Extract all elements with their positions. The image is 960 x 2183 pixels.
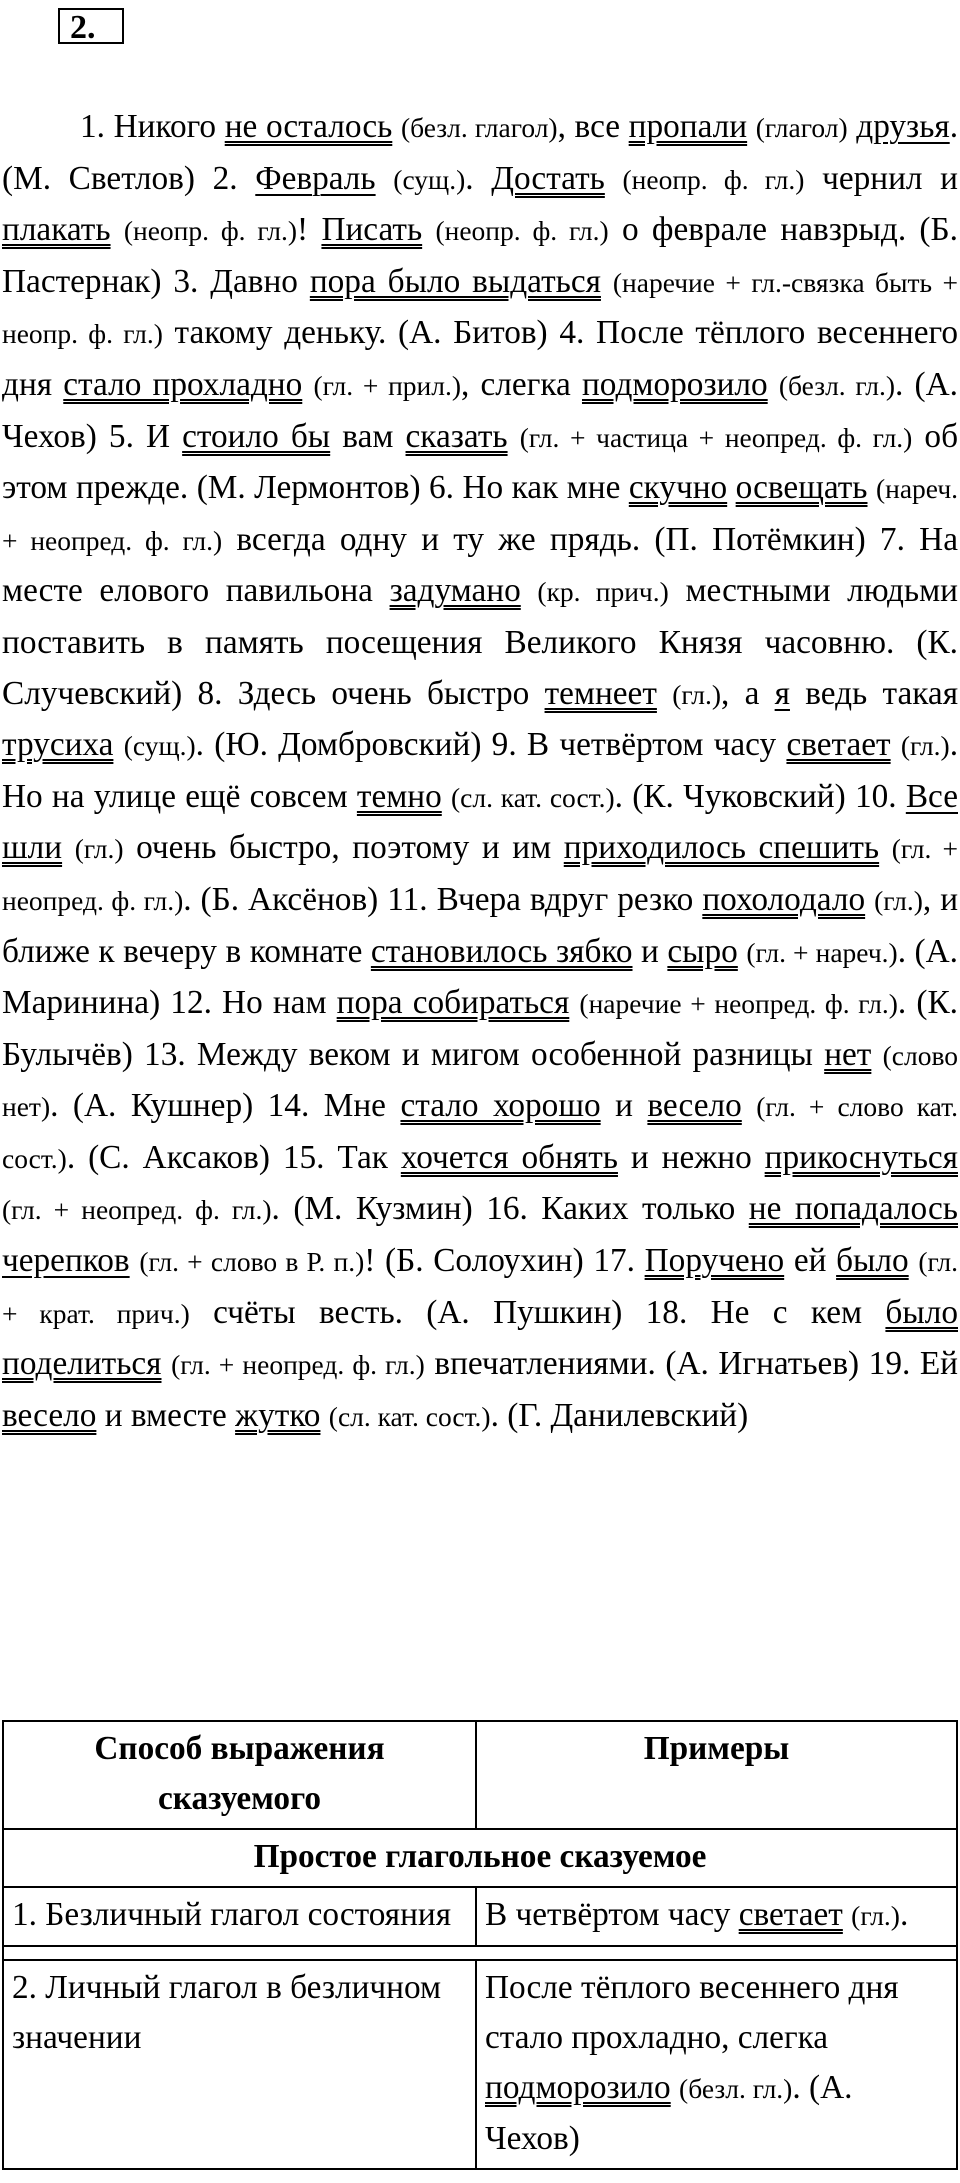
text-run: . (А. Чехов) 5. И	[2, 365, 959, 455]
predicate-word: темнеет	[544, 674, 657, 712]
text-run: . (Г. Данилевский)	[490, 1396, 749, 1434]
grammar-note: (кр. прич.)	[537, 576, 669, 608]
text-run: ведь такая	[789, 674, 959, 712]
text-run: . (Б. Аксёнов) 11. Вчера вдруг резко	[183, 880, 703, 918]
text-run: такому деньку. (А. Битов) 4. После тёплого весеннего дня	[2, 314, 958, 403]
grammar-note: (гл.)	[851, 1900, 900, 1931]
predicate-word: Достать	[491, 159, 605, 197]
text-run: об этом прежде. (М. Лермонтов) 6. Но как мне	[2, 417, 959, 507]
grammar-note: (гл. + неопред. ф. гл.)	[171, 1349, 425, 1381]
section-title: Простое глагольное сказуемое	[3, 1829, 957, 1887]
text-run	[848, 108, 857, 145]
predicate-word: плакать	[2, 211, 111, 249]
text-run: , а	[720, 674, 775, 712]
predicate-word: сказать	[405, 417, 508, 455]
text-run: чернил и	[804, 159, 959, 197]
predicate-word: черепков	[2, 1242, 130, 1280]
task-number: 2.	[70, 9, 96, 46]
text-run: о феврале навзрыд. (Б. Пастернак) 3. Давно	[2, 211, 958, 300]
text-run	[569, 984, 579, 1021]
predicate-word: Поручено	[644, 1242, 785, 1280]
predicate-word: Февраль	[255, 159, 376, 197]
grammar-note: (безл. гл.)	[778, 369, 896, 401]
text-run	[657, 675, 672, 712]
table-header-row	[3, 1721, 957, 1829]
row-example	[476, 1887, 957, 1946]
text-run: , все	[557, 108, 629, 145]
grammar-note: (наречие + гл.-связка быть + неопр. ф. гл.)	[2, 266, 959, 350]
grammar-note: (неопр. ф. гл.)	[123, 215, 298, 247]
table-gap	[3, 1946, 957, 1960]
text-run	[521, 572, 538, 609]
grammar-note: (гл.)	[74, 833, 124, 865]
grammar-note: (гл. + крат. прич.)	[2, 1246, 958, 1329]
row-type: 1. Безличный глагол состояния	[3, 1887, 476, 1946]
text-run: и	[600, 1087, 648, 1125]
table-row	[3, 1887, 957, 1946]
text-run	[742, 1087, 756, 1124]
text-run: . (С. Аксаков) 15. Так	[66, 1138, 401, 1176]
text-run	[442, 778, 451, 815]
predicate-word: я	[774, 674, 790, 712]
text-run	[891, 726, 901, 763]
text-run: . (М. Светлов) 2.	[2, 108, 959, 197]
text-run	[62, 829, 75, 866]
predicate-word: нет	[824, 1035, 872, 1073]
table-row	[3, 1960, 957, 2169]
grammar-note: (сущ.)	[393, 163, 466, 195]
row-type: 2. Личный глагол в безличном значении	[3, 1960, 476, 2169]
predicate-word: друзья	[856, 108, 950, 145]
grammar-note: (гл.)	[874, 884, 923, 916]
text-run: .	[465, 159, 492, 197]
text-run: , и ближе к вечеру в комнате	[2, 880, 959, 970]
task-number-box	[58, 8, 124, 44]
grammar-note: (гл. + неопред. ф. гл.)	[2, 1194, 272, 1226]
text-run	[868, 469, 876, 506]
table-section-row	[3, 1829, 957, 1887]
grammar-note: (гл. + слово кат. сост.)	[2, 1091, 958, 1174]
grammar-note: (нареч. + неопред. ф. гл.)	[2, 473, 959, 556]
predicate-word: приходилось спешить	[563, 829, 880, 867]
text-run	[865, 881, 874, 918]
table-gap-cell	[3, 1946, 957, 1960]
predicate-word: шли	[2, 829, 63, 867]
text-run: После тёплого весеннего дня стало прохладно, слегка	[485, 1969, 899, 2056]
header-examples: Примеры	[476, 1721, 957, 1829]
text-run: . (М. Кузмин) 16. Каких только	[271, 1190, 749, 1228]
text-run	[601, 263, 613, 300]
text-run	[671, 2069, 679, 2106]
predicate-word: подморозило	[581, 365, 768, 403]
text-run	[508, 418, 520, 455]
predicate-word: Писать	[321, 211, 423, 249]
predicate-word: стало прохладно	[63, 365, 303, 403]
text-run: и вместе	[96, 1396, 236, 1434]
text-run: ! (Б. Солоухин) 17.	[364, 1242, 645, 1280]
grammar-note: (неопр. ф. гл.)	[435, 215, 609, 247]
text-run	[909, 1242, 919, 1279]
predicate-word: стоило бы	[182, 417, 331, 455]
predicate-word: весело	[2, 1396, 97, 1434]
predicate-word: жутко	[235, 1396, 321, 1434]
text-run: . (А. Маринина) 12. Но нам	[2, 932, 958, 1022]
text-run: 1. Никого	[80, 108, 225, 145]
text-run: впечатлениями. (А. Игнатьев) 19. Ей	[424, 1345, 959, 1383]
predicate-word: пропали	[628, 108, 748, 145]
grammar-note: (гл.)	[672, 678, 721, 710]
grammar-note: (сущ.)	[123, 730, 196, 762]
header-method: Способ выражения сказуемого	[3, 1721, 476, 1829]
text-run	[162, 1345, 172, 1382]
predicate-word: становилось зябко	[370, 932, 633, 970]
text-run	[727, 469, 735, 506]
exercise-text	[2, 102, 958, 1442]
text-run	[392, 108, 401, 145]
grammar-note: (безл. гл.)	[679, 2073, 793, 2104]
predicate-word: было	[836, 1242, 909, 1280]
text-run: .	[899, 1896, 909, 1933]
text-run	[768, 366, 779, 403]
predicate-word: задумано	[389, 572, 521, 610]
predicate-word: светает	[786, 726, 891, 764]
text-run	[376, 160, 394, 197]
text-run: вам	[330, 417, 406, 455]
text-run: всегда одну и ту же прядь. (П. Потёмкин) 7. На месте елового павильона	[2, 520, 958, 610]
grammar-note: (наречие + неопред. ф. гл.)	[579, 988, 898, 1020]
text-run	[422, 211, 435, 248]
grammar-note: (слово нет)	[2, 1039, 958, 1123]
predicate-word: стало хорошо	[400, 1087, 601, 1125]
predicate-word: похолодало	[702, 880, 866, 918]
predicate-word: скучно	[628, 469, 728, 507]
text-run: очень быстро, поэтому и им	[123, 829, 564, 867]
grammar-note: (неопр. ф. гл.)	[622, 163, 805, 195]
text-run: и	[632, 932, 668, 970]
text-run: счёты весть. (А. Пушкин) 18. Не с кем	[189, 1293, 886, 1331]
text-run	[302, 366, 313, 403]
text-run: и нежно	[617, 1138, 765, 1176]
text-run: !	[297, 211, 322, 249]
predicate-word: хочется обнять	[400, 1138, 618, 1176]
text-run: В четвёртом часу	[485, 1896, 739, 1933]
text-run	[111, 211, 124, 248]
grammar-note: (сл. кат. сост.)	[328, 1400, 491, 1432]
text-run: , слегка	[461, 365, 582, 403]
text-run: ей	[784, 1242, 837, 1280]
examples-table	[2, 1720, 958, 2170]
grammar-note: (сл. кат. сост.)	[451, 781, 615, 813]
predicate-word: было поделиться	[2, 1293, 958, 1383]
grammar-note: (глагол)	[755, 112, 848, 143]
predicate-word: не попадалось	[748, 1190, 958, 1228]
predicate-word: освещать	[735, 469, 868, 507]
predicate-word: трусиха	[2, 726, 114, 764]
text-run	[871, 1036, 882, 1073]
text-run	[879, 829, 892, 866]
predicate-word: сыро	[667, 932, 738, 970]
text-run	[113, 726, 123, 763]
text-run	[605, 160, 623, 197]
text-run: . (А. Чехов)	[485, 2069, 853, 2157]
text-run: . Но на улице ещё совсем	[2, 726, 959, 815]
predicate-word: прикоснуться	[764, 1138, 958, 1176]
predicate-word: весело	[647, 1087, 742, 1125]
predicate-word: темно	[356, 777, 442, 815]
text-run: . (К. Булычёв) 13. Между веком и мигом особенной разницы	[2, 984, 958, 1073]
grammar-note: (гл. + неопред. ф. гл.)	[2, 833, 959, 916]
row-example	[476, 1960, 957, 2169]
text-run: . (Ю. Домбровский) 9. В четвёртом часу	[195, 726, 787, 764]
predicate-word: пора было выдаться	[309, 262, 601, 300]
text-run	[320, 1397, 328, 1434]
predicate-word: пора собираться	[336, 984, 570, 1022]
text-run: местными людьми поставить в память посещения Великого Князя часовню. (К. Случевский) 8. Здесь очень быстро	[2, 572, 958, 712]
predicate-word: не осталось	[224, 108, 393, 145]
grammar-note: (гл. + частица + неопред. ф. гл.)	[519, 421, 913, 453]
grammar-note: (безл. глагол)	[400, 112, 558, 143]
text-run	[747, 108, 756, 145]
text-run: . (К. Чуковский) 10.	[614, 777, 906, 815]
predicate-word: Все	[905, 777, 958, 815]
grammar-note: (гл. + слово в Р. п.)	[139, 1246, 365, 1278]
predicate-word: подморозило	[485, 2069, 671, 2106]
text-run	[130, 1242, 140, 1279]
predicate-word: светает	[738, 1896, 843, 1933]
grammar-note: (гл.)	[900, 730, 950, 762]
text-run: . (А. Кушнер) 14. Мне	[50, 1087, 401, 1125]
grammar-note: (гл. + нареч.)	[746, 936, 898, 968]
grammar-note: (гл. + прил.)	[313, 369, 462, 401]
text-run	[843, 1896, 851, 1933]
